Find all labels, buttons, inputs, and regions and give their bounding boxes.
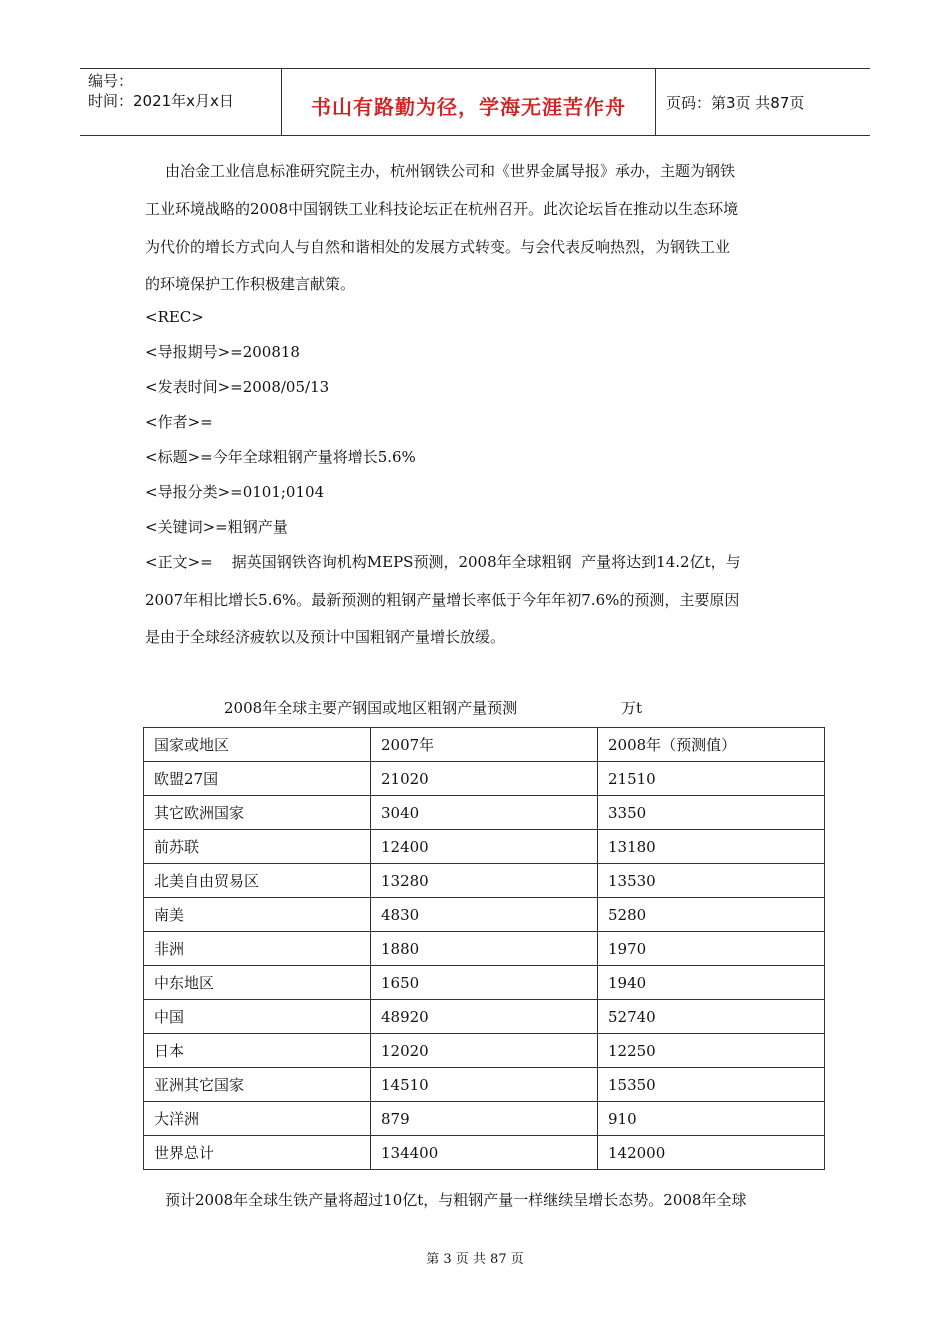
- title-field: <标题>=今年全球粗钢产量将增长5.6%: [145, 448, 416, 466]
- value-2007-cell: 1880: [371, 932, 598, 966]
- value-2008-cell: 3350: [598, 796, 825, 830]
- value-2008-cell: 1970: [598, 932, 825, 966]
- table-row: [144, 1034, 825, 1068]
- table-row: [144, 796, 825, 830]
- region-cell: 非洲: [144, 932, 371, 966]
- region-cell: 前苏联: [144, 830, 371, 864]
- table-unit: 万t: [621, 699, 643, 717]
- header-motto: 书山有路勤为径，学海无涯苦作舟: [282, 69, 656, 135]
- pubdate-field: <发表时间>=2008/05/13: [145, 378, 330, 396]
- table-row: [144, 932, 825, 966]
- value-2007-cell: 12400: [371, 830, 598, 864]
- value-2008-cell: 1940: [598, 966, 825, 1000]
- table-row: [144, 762, 825, 796]
- value-2007-cell: 12020: [371, 1034, 598, 1068]
- value-2007-cell: 14510: [371, 1068, 598, 1102]
- table-header-cell: 2007年: [371, 728, 598, 762]
- para1-line: 工业环境战略的2008中国钢铁工业科技论坛正在杭州召开。此次论坛旨在推动以生态环境: [145, 200, 739, 218]
- table-row: [144, 864, 825, 898]
- value-2008-cell: 52740: [598, 1000, 825, 1034]
- para1-line: 为代价的增长方式向人与自然和谐相处的发展方式转变。与会代表反响热烈，为钢铁工业: [145, 238, 731, 256]
- table-header-cell: 2008年（预测值）: [598, 728, 825, 762]
- table-header-cell: 国家或地区: [144, 728, 371, 762]
- page-footer: 第 3 页 共 87 页: [426, 1252, 524, 1267]
- value-2008-cell: 13530: [598, 864, 825, 898]
- value-2007-cell: 1650: [371, 966, 598, 1000]
- table-row: [144, 830, 825, 864]
- date-label: 时间：2021年x月x日: [88, 92, 234, 110]
- page-header: [80, 68, 870, 136]
- value-2008-cell: 5280: [598, 898, 825, 932]
- table-row: [144, 898, 825, 932]
- value-2008-cell: 15350: [598, 1068, 825, 1102]
- number-label: 编号：: [88, 72, 134, 90]
- value-2008-cell: 12250: [598, 1034, 825, 1068]
- main-text-line: 是由于全球经济疲软以及预计中国粗钢产量增长放缓。: [145, 628, 506, 646]
- table-caption: 2008年全球主要产钢国或地区粗钢产量预测: [224, 699, 518, 717]
- header-meta: [80, 69, 282, 135]
- table-header-row: [144, 728, 825, 762]
- region-cell: 南美: [144, 898, 371, 932]
- issue-field: <导报期号>=200818: [145, 343, 300, 361]
- after-table-line: 预计2008年全球生铁产量将超过10亿t，与粗钢产量一样继续呈增长态势。2008年全球: [165, 1191, 747, 1209]
- value-2008-cell: 21510: [598, 762, 825, 796]
- keywords-field: <关键词>=粗钢产量: [145, 518, 288, 536]
- table-row: [144, 1000, 825, 1034]
- region-cell: 世界总计: [144, 1136, 371, 1170]
- table-row: [144, 966, 825, 1000]
- para1-line: 的环境保护工作积极建言献策。: [145, 275, 356, 293]
- region-cell: 日本: [144, 1034, 371, 1068]
- table-row: [144, 1068, 825, 1102]
- value-2007-cell: 4830: [371, 898, 598, 932]
- value-2008-cell: 910: [598, 1102, 825, 1136]
- author-field: <作者>=: [145, 413, 213, 431]
- region-cell: 其它欧洲国家: [144, 796, 371, 830]
- value-2008-cell: 13180: [598, 830, 825, 864]
- region-cell: 北美自由贸易区: [144, 864, 371, 898]
- table-row: [144, 1136, 825, 1170]
- value-2007-cell: 134400: [371, 1136, 598, 1170]
- region-cell: 大洋洲: [144, 1102, 371, 1136]
- value-2007-cell: 48920: [371, 1000, 598, 1034]
- header-page-label: 页码：第3页 共87页: [666, 93, 805, 112]
- table-row: [144, 1102, 825, 1136]
- main-text-line: <正文>= 据英国钢铁咨询机构MEPS预测，2008年全球粗钢 产量将达到14.2亿t，与: [145, 553, 741, 571]
- region-cell: 欧盟27国: [144, 762, 371, 796]
- value-2007-cell: 21020: [371, 762, 598, 796]
- rec-tag: <REC>: [145, 308, 204, 326]
- category-field: <导报分类>=0101;0104: [145, 483, 325, 501]
- value-2007-cell: 13280: [371, 864, 598, 898]
- value-2008-cell: 142000: [598, 1136, 825, 1170]
- region-cell: 亚洲其它国家: [144, 1068, 371, 1102]
- value-2007-cell: 3040: [371, 796, 598, 830]
- para1-line: 由冶金工业信息标准研究院主办，杭州钢铁公司和《世界金属导报》承办，主题为钢铁: [165, 162, 736, 180]
- main-text-line: 2007年相比增长5.6%。最新预测的粗钢产量增长率低于今年年初7.6%的预测，主要原因: [145, 591, 740, 609]
- value-2007-cell: 879: [371, 1102, 598, 1136]
- region-cell: 中国: [144, 1000, 371, 1034]
- region-cell: 中东地区: [144, 966, 371, 1000]
- production-table: [143, 727, 825, 1170]
